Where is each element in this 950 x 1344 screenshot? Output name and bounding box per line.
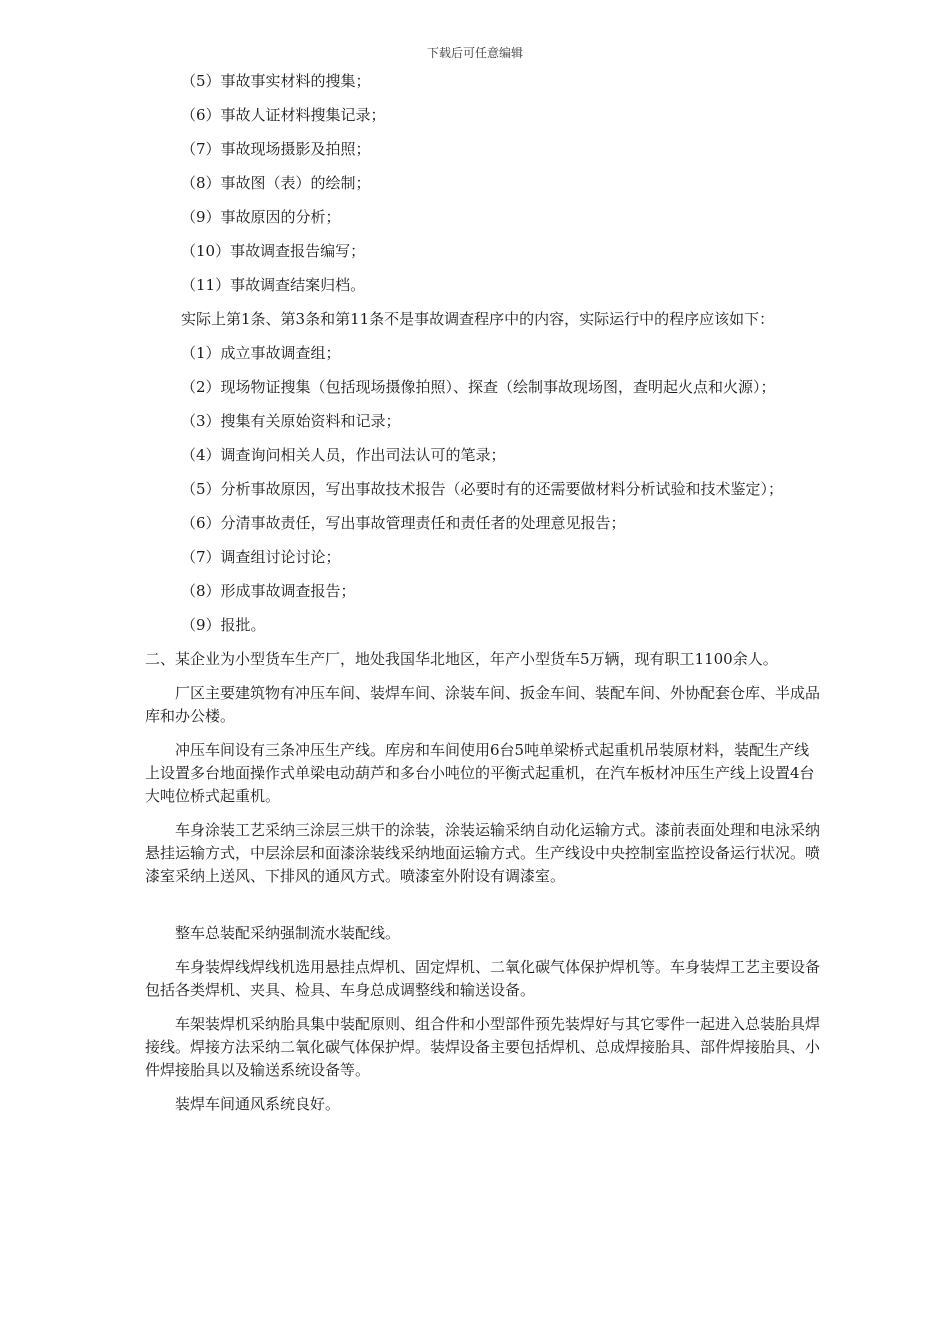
body-paragraph: 装焊车间通风系统良好。 [175,1095,341,1113]
body-paragraph: 整车总装配采纳强制流水装配线。 [175,924,401,942]
list-item: （10）事故调查报告编写； [181,242,366,260]
list-item: （9）报批。 [181,616,266,634]
list-item: （7）事故现场摄影及拍照； [181,140,371,158]
list-item: （7）调查组讨论讨论； [181,548,341,566]
intro-paragraph: 实际上第1条、第3条和第11条不是事故调查程序中的内容，实际运行中的程序应该如下： [181,310,775,328]
list-item: （5）分析事故原因，写出事故技术报告（必要时有的还需要做材料分析试验和技术鉴定）； [181,480,784,498]
list-item: （6）分清事故责任，写出事故管理责任和责任者的处理意见报告； [181,514,626,532]
document-body [145,70,820,1116]
list-item: （6）事故人证材料搜集记录； [181,106,386,124]
body-paragraph: 冲压车间设有三条冲压生产线。库房和车间使用6台5吨单梁桥式起重机吊装原材料，装配生产线上设置多台地面操作式单梁电动葫芦和多台小吨位的平衡式起重机，在汽车板材冲压生产线上设置4台大吨位桥式起重机。 [145,741,815,805]
body-paragraph: 车身涂装工艺采纳三涂层三烘干的涂装，涂装运输采纳自动化运输方式。漆前表面处理和电泳采纳悬挂运输方式，中层涂层和面漆涂装线采纳地面运输方式。生产线设中央控制室监控设备运行状况。喷漆室采纳上送风、下排风的通风方式。喷漆室外附设有调漆室。 [145,821,821,885]
page-header: 下载后可任意编辑 [426,46,523,60]
body-paragraph: 车架装焊机采纳胎具集中装配原则、组合件和小型部件预先装焊好与其它零件一起进入总装胎具焊接线。焊接方法采纳二氧化碳气体保护焊。装焊设备主要包括焊机、总成焊接胎具、部件焊接胎具、小件焊接胎具以及输送系统设备等。 [145,1015,821,1079]
section-heading: 二、某企业为小型货车生产厂，地处我国华北地区，年产小型货车5万辆，现有职工1100余人。 [145,650,778,668]
list-item: （9）事故原因的分析； [181,208,341,226]
list-item: （5）事故事实材料的搜集； [181,72,371,90]
list-item: （2）现场物证搜集（包括现场摄像拍照）、探查（绘制事故现场图，查明起火点和火源）； [181,378,776,396]
list-item: （4）调查询问相关人员，作出司法认可的笔录； [181,446,506,464]
list-item: （3）搜集有关原始资料和记录； [181,412,401,430]
body-paragraph: 厂区主要建筑物有冲压车间、装焊车间、涂装车间、扳金车间、装配车间、外协配套仓库、半成品库和办公楼。 [145,684,821,725]
list-item: （8）形成事故调查报告； [181,582,356,600]
list-item: （1）成立事故调查组； [181,344,341,362]
body-paragraph: 车身装焊线焊线机选用悬挂点焊机、固定焊机、二氧化碳气体保护焊机等。车身装焊工艺主要设备包括各类焊机、夹具、检具、车身总成调整线和输送设备。 [145,958,821,999]
list-item: （8）事故图（表）的绘制； [181,174,371,192]
list-item: （11）事故调查结案归档。 [181,276,366,294]
